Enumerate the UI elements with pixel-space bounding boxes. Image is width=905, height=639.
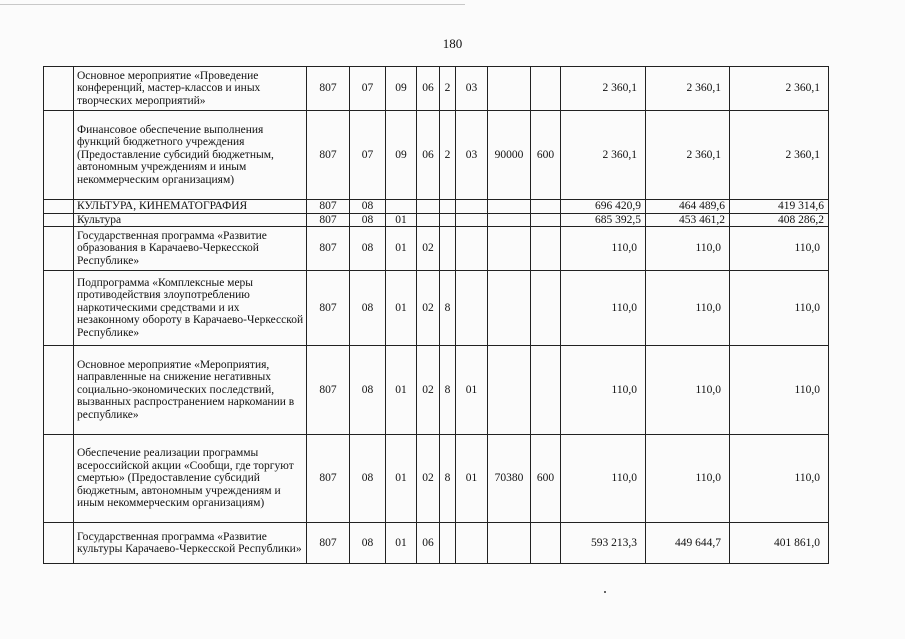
row-marker-cell [44, 523, 74, 564]
section-code: 07 [350, 111, 386, 200]
direction-code [488, 523, 531, 564]
activity-code: 03 [456, 111, 488, 200]
program-code: 06 [417, 523, 440, 564]
ministry-code: 807 [307, 67, 350, 111]
expense-type-code [531, 67, 561, 111]
expense-type-code [531, 271, 561, 346]
subprogram-code [440, 227, 456, 271]
expense-type-code [531, 200, 561, 214]
item-name: Государственная программа «Развитие образования в Карачаево-Черкесской Республике» [74, 227, 307, 271]
section-code: 08 [350, 213, 386, 227]
row-marker-cell [44, 111, 74, 200]
amount-year-1: 110,0 [561, 346, 646, 435]
subsection-code: 01 [386, 271, 417, 346]
subsection-code: 01 [386, 227, 417, 271]
expense-type-code: 600 [531, 435, 561, 523]
direction-code [488, 67, 531, 111]
amount-year-2: 453 461,2 [646, 213, 730, 227]
subprogram-code: 8 [440, 346, 456, 435]
direction-code [488, 227, 531, 271]
amount-year-3: 419 314,6 [730, 200, 829, 214]
expense-type-code [531, 213, 561, 227]
amount-year-3: 110,0 [730, 346, 829, 435]
row-marker-cell [44, 435, 74, 523]
activity-code [456, 200, 488, 214]
amount-year-3: 2 360,1 [730, 111, 829, 200]
item-name: КУЛЬТУРА, КИНЕМАТОГРАФИЯ [74, 200, 307, 214]
program-code [417, 200, 440, 214]
section-code: 08 [350, 523, 386, 564]
page-number: 180 [442, 36, 463, 51]
item-name: Основное мероприятие «Мероприятия, направленные на снижение негативных социально-экономических последствий, вызванных распространением наркомании в республике» [74, 346, 307, 435]
table-row [44, 213, 829, 227]
ministry-code: 807 [307, 111, 350, 200]
subprogram-code [440, 213, 456, 227]
ministry-code: 807 [307, 435, 350, 523]
amount-year-1: 696 420,9 [561, 200, 646, 214]
amount-year-2: 110,0 [646, 227, 730, 271]
program-code: 02 [417, 271, 440, 346]
program-code: 06 [417, 67, 440, 111]
program-code: 02 [417, 346, 440, 435]
table-row [44, 200, 829, 214]
activity-code: 03 [456, 67, 488, 111]
expense-type-code [531, 523, 561, 564]
expense-type-code: 600 [531, 111, 561, 200]
amount-year-1: 2 360,1 [561, 111, 646, 200]
table-row [44, 435, 829, 523]
subprogram-code [440, 523, 456, 564]
table-row [44, 346, 829, 435]
amount-year-1: 110,0 [561, 435, 646, 523]
section-code: 08 [350, 346, 386, 435]
section-code: 08 [350, 435, 386, 523]
direction-code [488, 271, 531, 346]
amount-year-1: 593 213,3 [561, 523, 646, 564]
activity-code [456, 271, 488, 346]
top-rule [0, 4, 465, 5]
subprogram-code: 8 [440, 435, 456, 523]
direction-code [488, 213, 531, 227]
ministry-code: 807 [307, 346, 350, 435]
row-marker-cell [44, 346, 74, 435]
item-name: Государственная программа «Развитие культуры Карачаево-Черкесской Республики» [74, 523, 307, 564]
row-marker-cell [44, 200, 74, 214]
amount-year-2: 110,0 [646, 346, 730, 435]
item-name: Основное мероприятие «Проведение конференций, мастер-классов и иных творческих мероприятий» [74, 67, 307, 111]
section-code: 08 [350, 200, 386, 214]
ministry-code: 807 [307, 271, 350, 346]
table-row [44, 227, 829, 271]
amount-year-2: 2 360,1 [646, 111, 730, 200]
subsection-code: 01 [386, 435, 417, 523]
program-code [417, 213, 440, 227]
ministry-code: 807 [307, 227, 350, 271]
amount-year-3: 2 360,1 [730, 67, 829, 111]
scan-speck [604, 591, 606, 593]
item-name: Культура [74, 213, 307, 227]
direction-code [488, 200, 531, 214]
row-marker-cell [44, 213, 74, 227]
table-body [44, 67, 829, 564]
row-marker-cell [44, 227, 74, 271]
amount-year-1: 2 360,1 [561, 67, 646, 111]
program-code: 06 [417, 111, 440, 200]
amount-year-1: 685 392,5 [561, 213, 646, 227]
activity-code: 01 [456, 346, 488, 435]
item-name: Обеспечение реализации программы всероссийской акции «Сообщи, где торгуют смертью» (Предоставление субсидий бюджетным, автономным учреждениям и иным некоммерческим организациям) [74, 435, 307, 523]
subsection-code: 01 [386, 346, 417, 435]
activity-code [456, 227, 488, 271]
ministry-code: 807 [307, 213, 350, 227]
row-marker-cell [44, 271, 74, 346]
activity-code: 01 [456, 435, 488, 523]
amount-year-1: 110,0 [561, 227, 646, 271]
amount-year-3: 110,0 [730, 227, 829, 271]
ministry-code: 807 [307, 523, 350, 564]
activity-code [456, 213, 488, 227]
subsection-code: 01 [386, 213, 417, 227]
ministry-code: 807 [307, 200, 350, 214]
activity-code [456, 523, 488, 564]
table-row [44, 523, 829, 564]
amount-year-2: 110,0 [646, 271, 730, 346]
table-row [44, 111, 829, 200]
budget-table [43, 66, 829, 564]
item-name: Финансовое обеспечение выполнения функций бюджетного учреждения (Предоставление субсидий бюджетным, автономным учреждениям и иным некоммерческим организациям) [74, 111, 307, 200]
table-row [44, 271, 829, 346]
subsection-code: 09 [386, 111, 417, 200]
expense-type-code [531, 346, 561, 435]
amount-year-3: 110,0 [730, 271, 829, 346]
subprogram-code: 8 [440, 271, 456, 346]
section-code: 07 [350, 67, 386, 111]
amount-year-3: 401 861,0 [730, 523, 829, 564]
subsection-code: 09 [386, 67, 417, 111]
direction-code [488, 346, 531, 435]
section-code: 08 [350, 227, 386, 271]
amount-year-2: 2 360,1 [646, 67, 730, 111]
amount-year-3: 110,0 [730, 435, 829, 523]
program-code: 02 [417, 435, 440, 523]
direction-code: 70380 [488, 435, 531, 523]
row-marker-cell [44, 67, 74, 111]
subsection-code: 01 [386, 523, 417, 564]
direction-code: 90000 [488, 111, 531, 200]
item-name: Подпрограмма «Комплексные меры противодействия злоупотреблению наркотическими средствами и их незаконному обороту в Карачаево-Черкесской Республике» [74, 271, 307, 346]
subprogram-code [440, 200, 456, 214]
subprogram-code: 2 [440, 67, 456, 111]
table-row [44, 67, 829, 111]
expense-type-code [531, 227, 561, 271]
amount-year-3: 408 286,2 [730, 213, 829, 227]
subsection-code [386, 200, 417, 214]
amount-year-2: 449 644,7 [646, 523, 730, 564]
amount-year-1: 110,0 [561, 271, 646, 346]
amount-year-2: 464 489,6 [646, 200, 730, 214]
amount-year-2: 110,0 [646, 435, 730, 523]
program-code: 02 [417, 227, 440, 271]
subprogram-code: 2 [440, 111, 456, 200]
section-code: 08 [350, 271, 386, 346]
